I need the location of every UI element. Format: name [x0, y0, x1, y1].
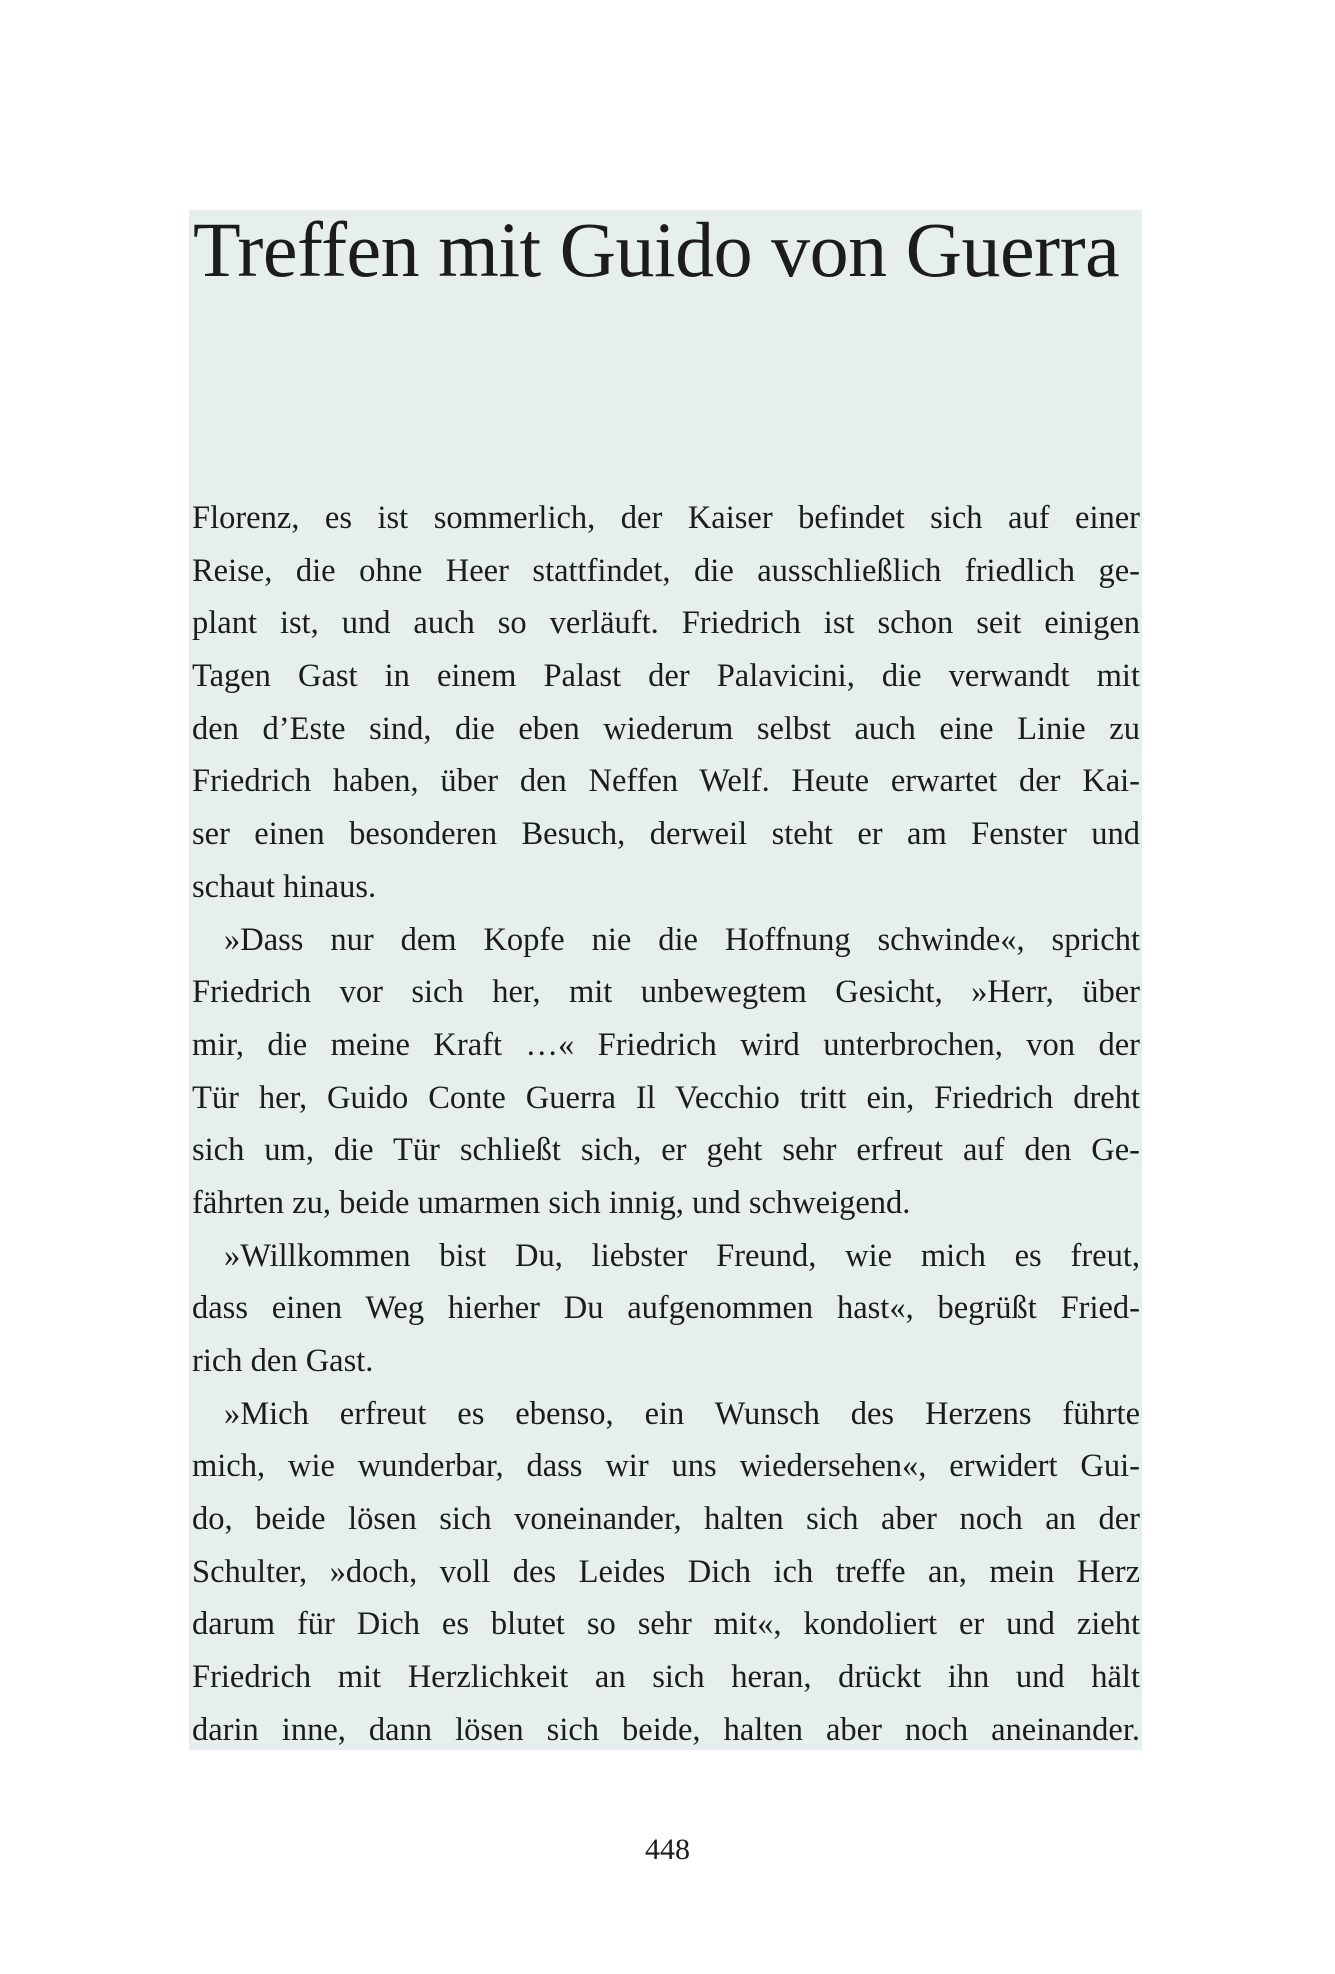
text-line: Tür her, Guido Conte Guerra Il Vecchio tritt ein, Friedrich dreht	[192, 1079, 1140, 1116]
text-line: Reise, die ohne Heer stattfindet, die ausschließlich friedlich ge-	[192, 552, 1140, 589]
text-line: mich, wie wunderbar, dass wir uns wiedersehen«, erwidert Gui-	[192, 1448, 1140, 1485]
text-line: Friedrich mit Herzlichkeit an sich heran, drückt ihn und hält	[192, 1659, 1140, 1696]
text-line: rich den Gast.	[192, 1343, 374, 1379]
text-line: plant ist, und auch so verläuft. Friedrich ist schon seit einigen	[192, 605, 1140, 642]
text-line: Friedrich haben, über den Neffen Welf. Heute erwartet der Kai-	[192, 763, 1140, 800]
text-line: Tagen Gast in einem Palast der Palavicini, die verwandt mit	[192, 658, 1140, 695]
text-line: sich um, die Tür schließt sich, er geht sehr erfreut auf den Ge-	[192, 1132, 1140, 1169]
text-line: »Dass nur dem Kopfe nie die Hoffnung schwinde«, spricht	[224, 921, 1140, 958]
text-line: »Willkommen bist Du, liebster Freund, wie mich es freut,	[224, 1237, 1140, 1274]
body-text	[192, 492, 1140, 1757]
text-line: Schulter, »doch, voll des Leides Dich ich treffe an, mein Herz	[192, 1553, 1140, 1590]
text-line: mir, die meine Kraft …« Friedrich wird unterbrochen, von der	[192, 1026, 1140, 1063]
chapter-title: Treffen mit Guido von Guerra	[193, 206, 1120, 293]
text-line: do, beide lösen sich voneinander, halten sich aber noch an der	[192, 1501, 1140, 1538]
page-number: 448	[645, 1833, 690, 1866]
text-line: fährten zu, beide umarmen sich innig, und schweigend.	[192, 1184, 911, 1221]
text-line: ser einen besonderen Besuch, derweil steht er am Fenster und	[192, 816, 1140, 853]
text-line: dass einen Weg hierher Du aufgenommen hast«, begrüßt Fried-	[192, 1290, 1140, 1327]
text-line: darin inne, dann lösen sich beide, halten aber noch aneinander.	[192, 1711, 1140, 1748]
text-line: darum für Dich es blutet so sehr mit«, kondoliert er und zieht	[192, 1606, 1140, 1643]
text-line: Friedrich vor sich her, mit unbewegtem Gesicht, »Herr, über	[192, 974, 1140, 1011]
text-line: »Mich erfreut es ebenso, ein Wunsch des Herzens führte	[224, 1395, 1140, 1432]
text-line: den d’Este sind, die eben wiederum selbst auch eine Linie zu	[192, 710, 1140, 747]
text-line: Florenz, es ist sommerlich, der Kaiser befindet sich auf einer	[192, 500, 1140, 536]
text-line: schaut hinaus.	[192, 868, 377, 905]
